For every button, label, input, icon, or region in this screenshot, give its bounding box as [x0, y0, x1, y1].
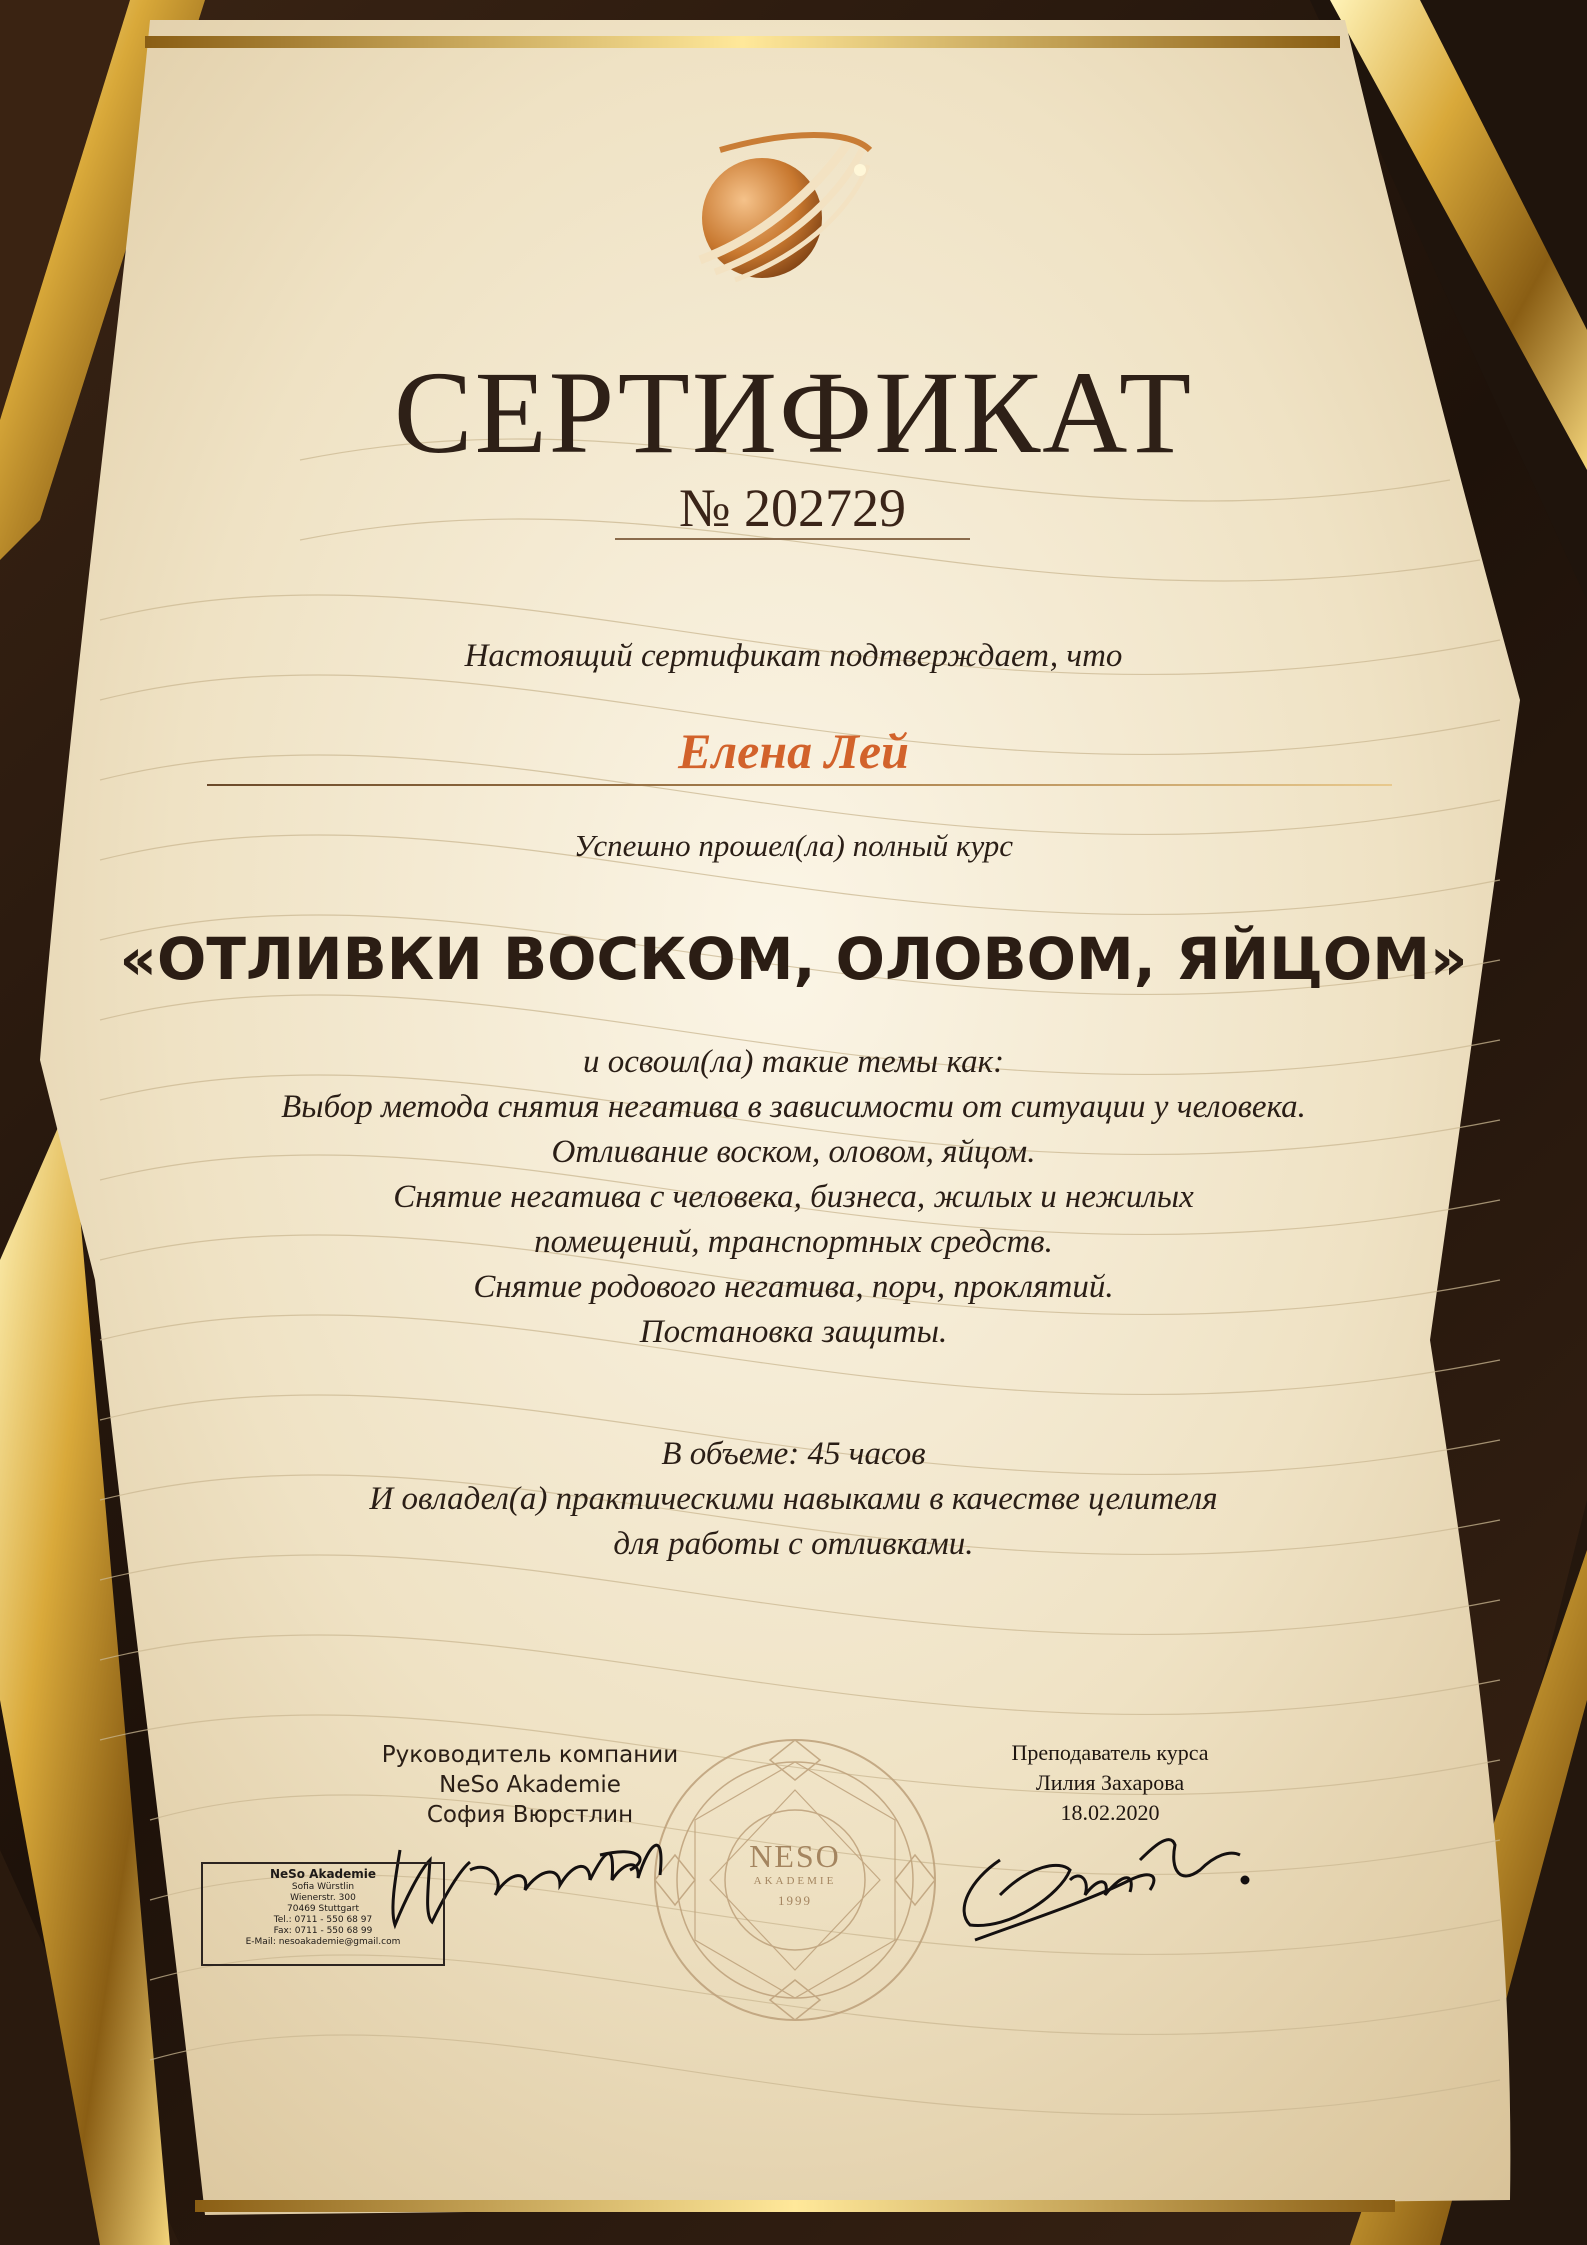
- teacher-role: Преподаватель курса: [1011, 1740, 1209, 1765]
- topic-line: Выбор метода снятия негатива в зависимости от ситуации у человека.: [281, 1089, 1306, 1125]
- certificate-number: № 202729: [678, 478, 907, 538]
- certificate-number-line: [615, 478, 970, 540]
- teacher-caption: [955, 1738, 1265, 1828]
- seal-year: 1999: [778, 1893, 812, 1908]
- topic-line: и освоил(ла) такие темы как:: [582, 1044, 1005, 1080]
- stamp-line: 70469 Stuttgart: [287, 1904, 359, 1914]
- topic-line: Отливание воском, оловом, яйцом.: [551, 1134, 1036, 1170]
- seal-name: NESO: [749, 1838, 841, 1874]
- stamp-line: Fax: 0711 - 550 68 99: [273, 1926, 373, 1936]
- seal-subtitle: AKADEMIE: [753, 1875, 837, 1887]
- stamp-company: NeSo Akademie: [269, 1867, 377, 1881]
- volume-line: В объеме: 45 часов: [661, 1436, 926, 1472]
- topic-line: Снятие негатива с человека, бизнеса, жилых и нежилых: [393, 1179, 1194, 1215]
- stamp-line: Tel.: 0711 - 550 68 97: [273, 1915, 373, 1925]
- confirm-text: Настоящий сертификат подтверждает, что: [464, 638, 1123, 674]
- volume-line: для работы с отливками.: [613, 1526, 974, 1562]
- stamp-line: Wienerstr. 300: [290, 1893, 356, 1903]
- teacher-name: Лилия Захарова: [1035, 1770, 1185, 1795]
- company-name: NeSo Akademie: [439, 1772, 621, 1798]
- topics-list: [0, 1040, 1587, 1355]
- topic-line: Снятие родового негатива, порч, проклятий.: [473, 1269, 1114, 1305]
- volume-line: И овладел(а) практическими навыками в качестве целителя: [369, 1481, 1218, 1517]
- recipient-name: Елена Лей: [678, 723, 909, 779]
- topic-line: Постановка защиты.: [639, 1314, 948, 1350]
- issue-date: 18.02.2020: [1060, 1800, 1160, 1825]
- volume-block: [0, 1432, 1587, 1567]
- director-role: Руководитель компании: [381, 1742, 679, 1768]
- stamp-line: E-Mail: nesoakademie@gmail.com: [245, 1937, 401, 1947]
- stamp-line: Sofia Würstlin: [291, 1882, 355, 1892]
- seal-text: [705, 1838, 885, 1909]
- certificate-title: СЕРТИФИКАТ: [393, 347, 1194, 478]
- director-name: София Вюрстлин: [426, 1802, 634, 1828]
- director-caption: [370, 1740, 690, 1830]
- passed-text: Успешно прошел(ла) полный курс: [573, 828, 1014, 863]
- recipient-underline: [207, 784, 1392, 786]
- topic-line: помещений, транспортных средств.: [534, 1224, 1053, 1260]
- course-title: «ОТЛИВКИ ВОСКОМ, ОЛОВОМ, ЯЙЦОМ»: [119, 925, 1468, 993]
- company-stamp: [201, 1862, 445, 1966]
